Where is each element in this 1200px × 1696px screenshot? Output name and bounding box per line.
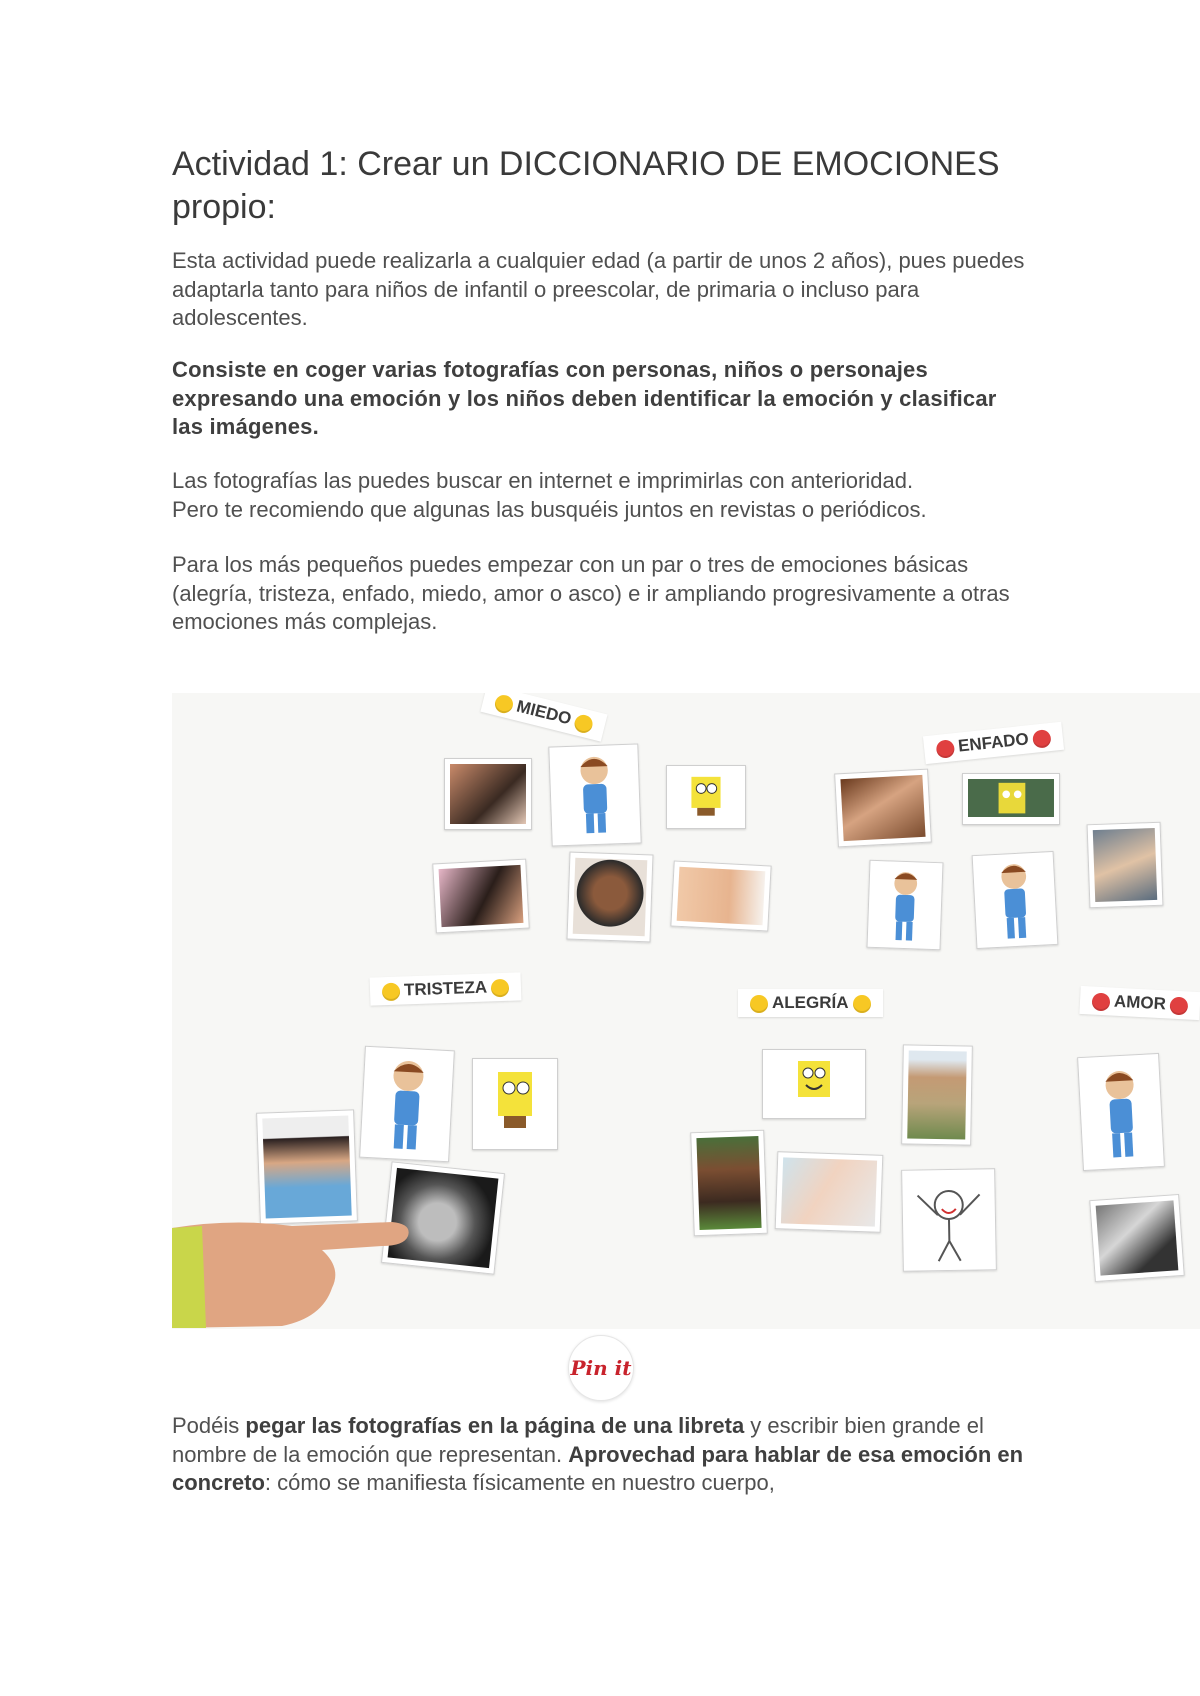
label-alegria: ALEGRÍA [738,989,883,1017]
photo-card [834,769,932,848]
photo-card [690,1130,768,1237]
photo-card [1087,822,1164,909]
sponge-card [472,1058,558,1150]
cartoon-card [866,860,943,951]
cartoon-card [1077,1053,1165,1171]
photo-card [566,852,653,943]
sad-emoji-icon [491,978,510,997]
heart-eyes-emoji-icon [1092,992,1111,1011]
cartoon-card [359,1046,455,1163]
happy-emoji-icon [750,995,768,1013]
sponge-card [962,773,1060,825]
photo-card [1089,1194,1185,1282]
pointing-hand-icon [172,1188,422,1328]
cartoon-boy-icon [978,857,1052,945]
angry-emoji-icon [935,739,955,759]
label-amor: AMOR [1079,986,1200,1020]
heart-eyes-emoji-icon [1169,996,1188,1015]
photo-card [670,860,771,931]
cartoon-boy-icon [873,866,938,947]
sources-line-1: Las fotografías las puedes buscar en internet e imprimirlas con anterioridad. [172,468,914,493]
photo-card [444,758,532,830]
photo-card [775,1151,884,1233]
age-line-2: (alegría, tristeza, enfado, miedo, amor o asco) e ir ampliando progresivamente a otras emociones más complejas. [172,580,1010,634]
cartoon-boy-crying-icon [365,1052,448,1156]
sponge-card [666,765,746,829]
cartoon-boy-icon [1083,1059,1158,1165]
closing-paragraph: Podéis pegar las fotografías en la página de una libreta y escribir bien grande el nombre de la emoción que representan. Aprovechad para hablar de esa emoción en concreto: cómo se manifiesta físicamente en nuestro cuerpo, [172,1413,1024,1495]
cartoon-boy-icon [554,750,635,840]
fearful-emoji-icon [572,712,594,734]
activity-description: Consiste en coger varias fotografías con personas, niños o personajes expresando una emoción y los niños deben identificar la emoción y clasificar las imágenes. [172,357,997,439]
age-line-1: Para los más pequeños puedes empezar con un par o tres de emociones básicas [172,552,969,577]
cartoon-card [972,851,1059,949]
sad-emoji-icon [382,982,401,1001]
photo-card [432,859,530,934]
page-title: Actividad 1: Crear un DICCIONARIO DE EMOCIONES propio: [172,145,1000,226]
label-enfado: ENFADO [923,722,1064,764]
emotions-board-photo [172,693,1200,1329]
photo-card [901,1044,973,1145]
intro-paragraph: Esta actividad puede realizarla a cualquier edad (a partir de unos 2 años), pues puedes adaptarla tanto para niños de infantil o preescolar, de primaria o incluso para adolescentes. [172,248,1025,330]
sponge-character-icon [672,771,740,824]
cartoon-cheering-icon [907,1174,991,1265]
sponge-card [762,1049,866,1119]
sources-line-2: Pero te recomiendo que algunas las busquéis juntos en revistas o periódicos. [172,496,927,522]
cartoon-card [548,743,641,846]
angry-emoji-icon [1032,729,1052,749]
label-tristeza: TRISTEZA [370,972,522,1005]
sources-paragraph [172,467,1032,524]
sponge-character-icon [478,1064,552,1144]
sponge-character-icon [968,779,1054,817]
happy-emoji-icon [853,995,871,1013]
sponge-character-icon [768,1055,860,1113]
pin-it-button[interactable]: Pin it [568,1335,634,1401]
cartoon-card [901,1168,997,1272]
age-paragraph [172,551,1032,637]
fearful-emoji-icon [493,693,515,715]
label-miedo: MIEDO [480,693,607,742]
